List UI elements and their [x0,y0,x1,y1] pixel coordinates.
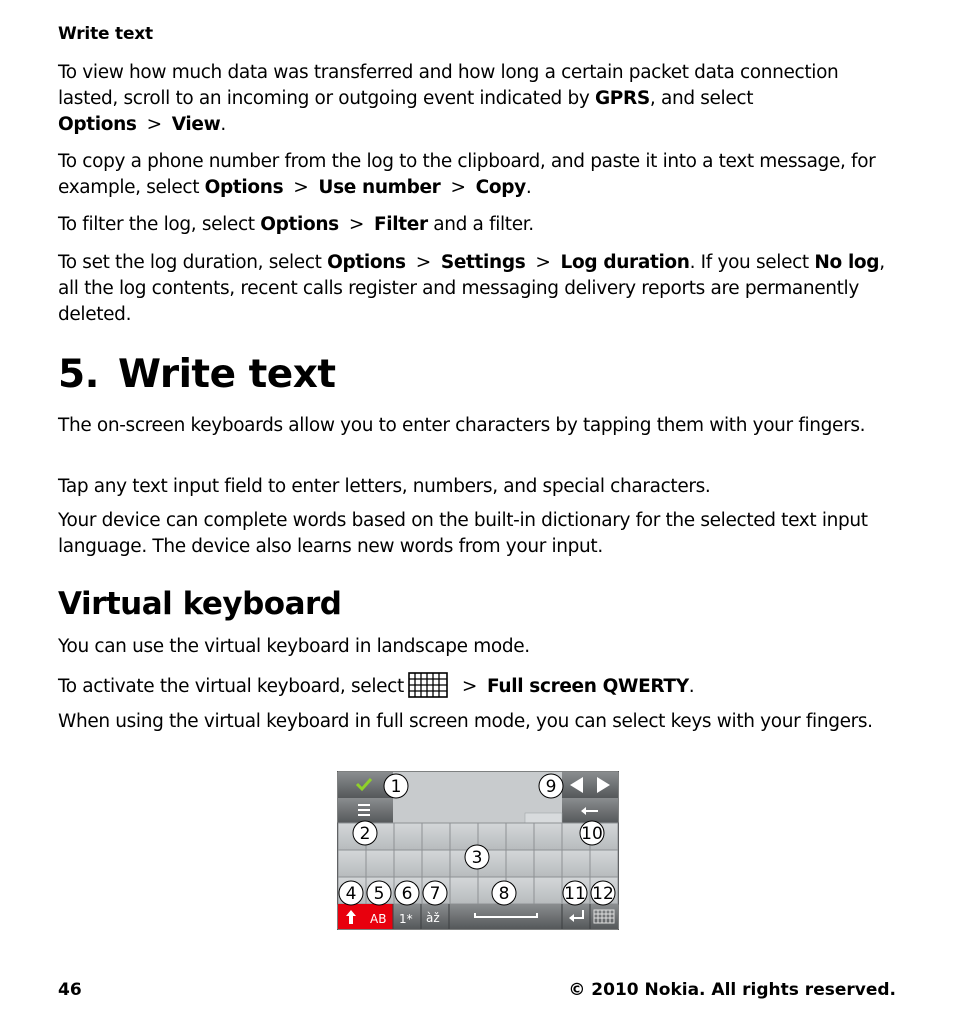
paragraph-landscape: You can use the virtual keyboard in landscape mode. [58,636,530,657]
section-heading-virtual-keyboard: Virtual keyboard [58,586,342,622]
menu-options: Options [58,114,137,135]
menu-separator: > [535,252,551,273]
callout-10 [580,821,604,845]
accents-key-label: àž [426,911,440,925]
numeric-key-label: 1* [399,912,413,926]
term-gprs: GPRS [594,88,650,109]
chapter-number: 5. [58,352,99,397]
callout-4 [339,881,363,905]
paragraph-filter-log [58,212,898,238]
svg-text:10: 10 [581,824,603,844]
paragraph-word-completion: Your device can complete words based on the built-in dictionary for the selected text input language. The device also learns new words from your input. [58,510,868,557]
callout-8 [492,881,516,905]
case-key-label: AB [370,912,387,926]
menu-options: Options [260,214,339,235]
text: . If you select [689,252,815,273]
callout-3 [465,845,489,869]
text: , and select [649,88,754,109]
svg-text:3: 3 [471,848,483,868]
text: To view how much data was transferred and how long a certain packet data connection lasted, scroll to an incoming or outgoing event indicated by [58,62,839,109]
svg-text:12: 12 [592,884,614,904]
chapter-heading [58,352,336,397]
text: To filter the log, select [58,214,261,235]
menu-separator: > [348,214,364,235]
paragraph-select-keys: When using the virtual keyboard in full screen mode, you can select keys with your fingers. [58,711,873,732]
menu-no-log: No log [814,252,880,273]
menu-copy: Copy [475,177,526,198]
svg-text:4: 4 [345,884,357,904]
callout-12 [591,881,615,905]
copyright-notice: © 2010 Nokia. All rights reserved. [568,980,896,1000]
text: To set the log duration, select [58,252,328,273]
text: . [525,177,532,198]
text: To activate the virtual keyboard, select [58,676,404,697]
callout-9 [539,774,563,798]
callout-11 [563,881,587,905]
keyboard-grid-icon [408,672,448,706]
svg-text:1: 1 [390,777,402,797]
svg-text:2: 2 [359,824,371,844]
menu-separator: > [461,676,478,697]
svg-text:5: 5 [373,884,385,904]
menu-use-number: Use number [318,177,441,198]
text: and a filter. [427,214,534,235]
paragraph-on-screen-keyboards: The on-screen keyboards allow you to enter characters by tapping them with your fingers. [58,415,866,436]
svg-text:11: 11 [564,884,586,904]
menu-options: Options [204,177,284,198]
menu-view: View [171,114,221,135]
text: . [220,114,226,135]
svg-text:8: 8 [498,884,510,904]
svg-text:9: 9 [545,777,557,797]
chapter-title: Write text [118,352,336,397]
svg-text:7: 7 [429,884,441,904]
menu-separator: > [293,177,309,198]
svg-text:6: 6 [401,884,413,904]
menu-separator: > [146,114,162,135]
menu-log-duration: Log duration [560,252,690,273]
virtual-keyboard-figure [337,771,619,930]
paragraph-activate-keyboard [58,672,898,706]
menu-separator: > [450,177,466,198]
paragraph-tap-input: Tap any text input field to enter letters, numbers, and special characters. [58,476,711,497]
page-number: 46 [58,980,82,1000]
menu-settings: Settings [440,252,526,273]
paragraph-gprs [58,60,898,138]
callout-5 [367,881,391,905]
callout-6 [395,881,419,905]
callout-7 [423,881,447,905]
running-header: Write text [58,24,153,44]
menu-separator: > [415,252,431,273]
callout-2 [353,821,377,845]
menu-options: Options [327,252,406,273]
callout-1 [384,774,408,798]
paragraph-log-duration [58,250,898,328]
paragraph-copy-number [58,149,898,201]
menu-filter: Filter [374,214,428,235]
menu-full-screen-qwerty: Full screen QWERTY [487,676,689,697]
text: . [688,676,695,697]
text: To copy a phone number from the log to the clipboard, and paste it into a text message, for example, select [58,151,876,198]
text: , all the log contents, recent calls register and messaging delivery reports are permanently deleted. [58,252,885,325]
